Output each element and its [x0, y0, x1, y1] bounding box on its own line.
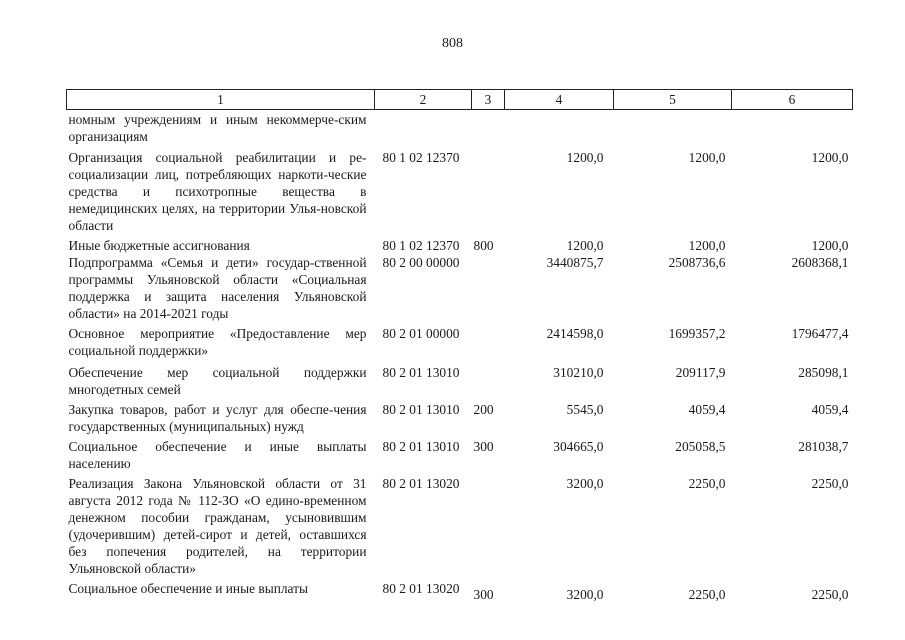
row-code: 80 1 02 12370	[382, 150, 460, 165]
row-name: Организация социальной реабилитации и ре-социализации лиц, потребляющих наркоти-ческие средства и психотропные вещества в немедицинских целях, на территории Улья-новской области	[68, 150, 367, 233]
row-value-col5: 209117,9	[675, 365, 726, 380]
header-col-5: 5	[614, 90, 732, 110]
row-value-col5: 1200,0	[688, 150, 726, 165]
row-value-col6: 4059,4	[811, 402, 849, 417]
row-expense-type	[472, 363, 505, 401]
header-col-2: 2	[375, 90, 472, 110]
row-name: Социальное обеспечение и иные выплаты	[68, 581, 309, 596]
header-col-6: 6	[732, 90, 853, 110]
row-code	[375, 110, 472, 146]
header-col-4: 4	[505, 90, 614, 110]
row-name: Социальное обеспечение и иные выплаты населению	[68, 439, 367, 471]
header-col-1: 1	[67, 90, 375, 110]
row-expense-type: 300	[473, 587, 494, 602]
row-expense-type: 300	[473, 439, 494, 454]
row-expense-type	[472, 110, 505, 146]
page-number: 808	[442, 36, 463, 51]
table-body	[67, 110, 853, 604]
row-value-col6: 2250,0	[811, 476, 849, 491]
row-code: 80 2 01 13010	[382, 365, 460, 380]
table-row	[67, 237, 853, 254]
row-expense-type	[472, 254, 505, 322]
row-value-col4: 1200,0	[566, 150, 604, 165]
row-value-col5	[614, 110, 732, 146]
header-row	[67, 90, 853, 110]
row-value-col6: 281038,7	[798, 439, 849, 454]
row-value-col6: 285098,1	[798, 365, 849, 380]
table-row	[67, 254, 853, 322]
row-value-col5: 4059,4	[688, 402, 726, 417]
row-expense-type	[472, 475, 505, 580]
row-name: Подпрограмма «Семья и дети» государ-ственной программы Ульяновской области «Социальная поддержка и защита населения Ульяновской области» на 2014-2021 годы	[68, 255, 367, 321]
row-value-col6: 1200,0	[811, 238, 849, 253]
table-row	[67, 438, 853, 475]
row-value-col4: 304665,0	[553, 439, 604, 454]
row-code: 80 2 01 13020	[382, 581, 460, 596]
table-row	[67, 363, 853, 401]
row-expense-type: 200	[473, 402, 494, 417]
row-value-col5: 2250,0	[688, 587, 726, 602]
row-value-col4: 2414598,0	[546, 326, 604, 341]
table-row	[67, 322, 853, 363]
row-code: 80 2 01 00000	[382, 326, 460, 341]
row-value-col4: 3200,0	[566, 587, 604, 602]
row-name: Закупка товаров, работ и услуг для обеспе-чения государственных (муниципальных) нужд	[68, 402, 367, 434]
row-code: 80 2 00 00000	[382, 255, 460, 270]
table-row	[67, 110, 853, 146]
row-code: 80 2 01 13010	[382, 439, 460, 454]
table-row	[67, 401, 853, 438]
budget-table	[66, 89, 853, 603]
row-value-col6: 1200,0	[811, 150, 849, 165]
row-value-col6: 2608368,1	[791, 255, 849, 270]
row-expense-type: 800	[473, 238, 494, 253]
row-value-col6: 1796477,4	[791, 326, 849, 341]
row-code: 80 2 01 13020	[382, 476, 460, 491]
row-value-col6: 2250,0	[811, 587, 849, 602]
row-code: 80 2 01 13010	[382, 402, 460, 417]
row-value-col5: 1200,0	[688, 238, 726, 253]
row-value-col5: 2250,0	[688, 476, 726, 491]
row-name: Иные бюджетные ассигнования	[68, 238, 250, 253]
row-name: номным учреждениям и иным некоммерче-ским организациям	[68, 112, 367, 144]
row-name: Обеспечение мер социальной поддержки многодетных семей	[68, 365, 367, 397]
table-row	[67, 580, 853, 603]
row-value-col4: 310210,0	[553, 365, 604, 380]
row-value-col4: 3440875,7	[546, 255, 604, 270]
row-value-col4: 3200,0	[566, 476, 604, 491]
row-value-col4: 1200,0	[566, 238, 604, 253]
row-name: Основное мероприятие «Предоставление мер социальной поддержки»	[68, 326, 367, 358]
row-value-col4	[505, 110, 614, 146]
row-expense-type	[472, 322, 505, 363]
row-value-col4: 5545,0	[566, 402, 604, 417]
row-expense-type	[472, 145, 505, 237]
table-row	[67, 475, 853, 580]
row-value-col6	[732, 110, 853, 146]
header-col-3: 3	[472, 90, 505, 110]
table-row	[67, 145, 853, 237]
table-header	[67, 90, 853, 110]
row-value-col5: 2508736,6	[668, 255, 726, 270]
row-code: 80 1 02 12370	[382, 238, 460, 253]
row-name: Реализация Закона Ульяновской области от 31 августа 2012 года № 112-ЗО «О едино-временном денежном пособии гражданам, усыновившим (удочерившим) детей-сирот и детей, оставшихся без попечения родителей, на территории Ульяновской области»	[68, 476, 367, 576]
row-value-col5: 205058,5	[675, 439, 726, 454]
row-value-col5: 1699357,2	[668, 326, 726, 341]
